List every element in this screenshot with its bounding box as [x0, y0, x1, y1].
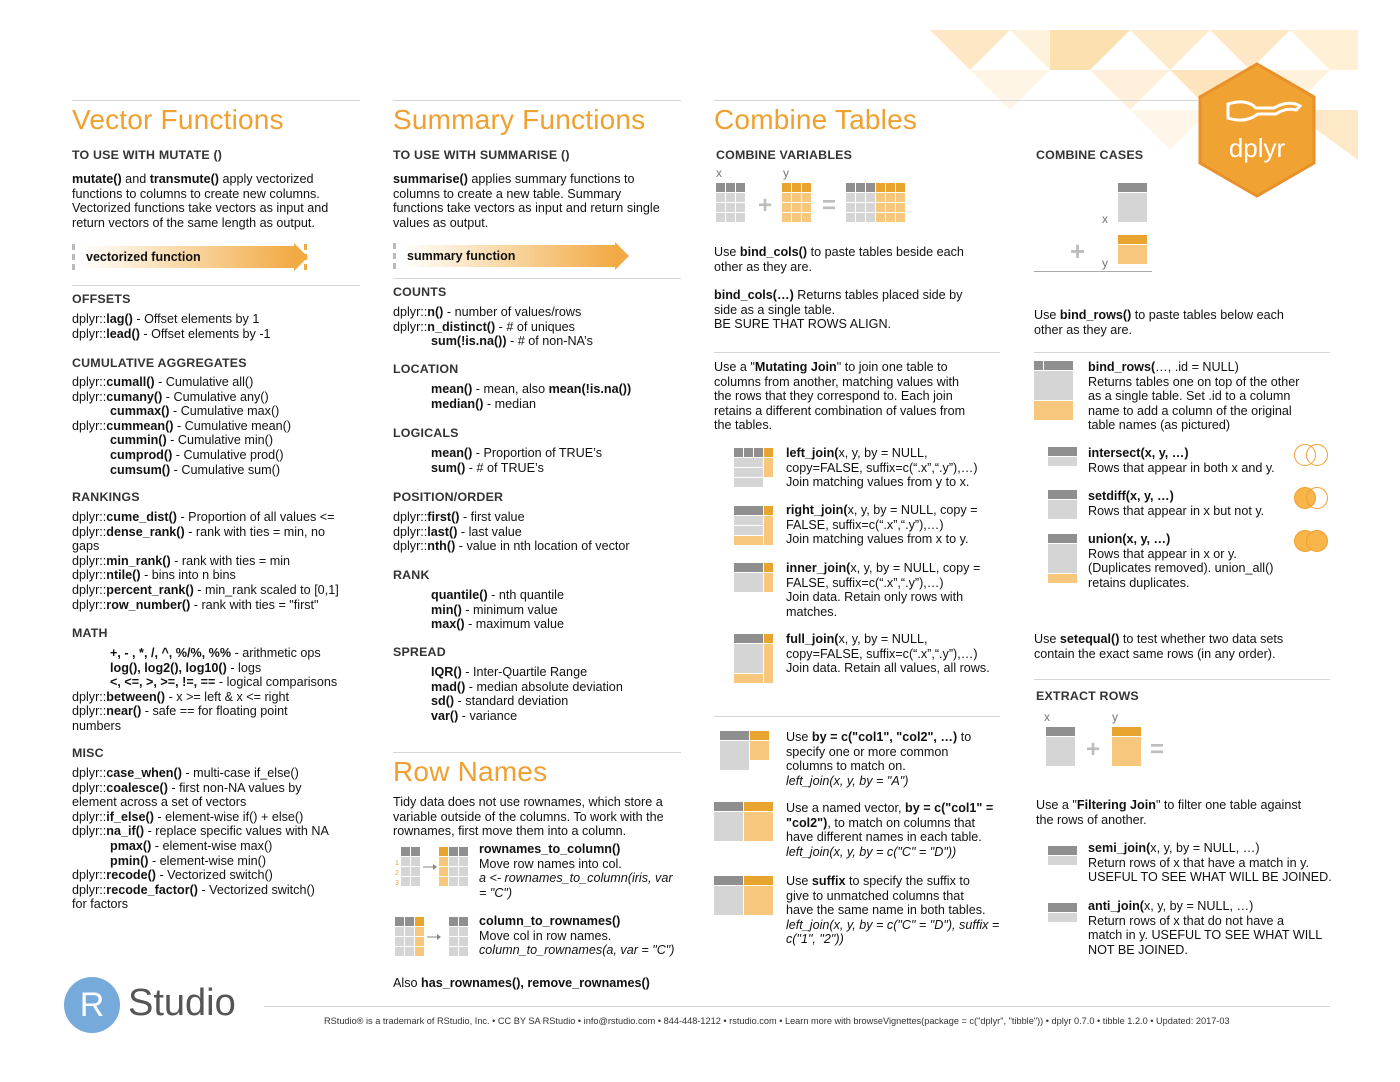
row-names-title: Row Names	[393, 756, 548, 787]
union-venn-icon	[1306, 530, 1328, 552]
cases-x-label: x	[1102, 212, 1108, 226]
setequal-text: Use setequal() to test whether two data sets contain the exact same rows (in any order).	[1034, 632, 1284, 661]
setdiff-venn-icon	[1306, 487, 1328, 509]
divider	[72, 285, 360, 286]
rownames-to-column-diagram	[393, 845, 473, 893]
vector-subtitle: TO USE WITH MUTATE ()	[72, 148, 223, 162]
mutating-join-intro: Use a "Mutating Join" to join one table to columns from another, matching values with the rows that they correspond to. Each join retains a different combination of values from the tables.	[714, 360, 966, 433]
combine-variables-heading: COMBINE VARIABLES	[716, 148, 853, 162]
misc-heading: MISC	[72, 746, 104, 760]
offsets-list: dplyr::lag() - Offset elements by 1 dplyr::lead() - Offset elements by -1	[72, 312, 271, 341]
offsets-heading: OFFSETS	[72, 292, 131, 306]
svg-text:+: +	[1086, 736, 1101, 763]
filtering-join-diagram	[1046, 727, 1186, 773]
intersect-venn-icon	[1306, 444, 1328, 466]
divider	[1034, 271, 1152, 272]
spread-list: IQR() - Inter-Quartile Range mad() - median absolute deviation sd() - standard deviation var() - variance	[431, 665, 623, 723]
misc-list: dplyr::case_when() - multi-case if_else() dplyr::coalesce() - first non-NA values by element across a set of vectors dplyr::if_else() - element-wise if() + else() dplyr::na_if() - replace specific values with NA pmax() - element-wise max() pmin() - element-wise min() dplyr::recode() - Vectorized switch() dplyr::recode_factor() - Vectorized switch() for factors	[72, 766, 329, 912]
full-join-glyph	[734, 634, 778, 688]
combine-tables-title: Combine Tables	[714, 104, 918, 135]
suffix-entry: Use suffix to specify the suffix to give to unmatched columns that have the same name in both tables. left_join(x, y, by = c("C" = "D"), suffix = c("1", "2"))	[786, 874, 1000, 947]
footer-divider	[264, 1006, 1330, 1007]
rstudio-logo-icon: R	[64, 977, 120, 1033]
math-heading: MATH	[72, 626, 108, 640]
svg-text:3: 3	[395, 880, 399, 887]
left-join-glyph	[734, 448, 778, 492]
column-to-rownames-entry: column_to_rownames() Move col in row names. column_to_rownames(a, var = "C")	[479, 914, 675, 958]
setdiff-glyph	[1048, 490, 1082, 524]
inner-join-entry: inner_join(x, y, by = NULL, copy = FALSE, suffix=c(“.x”,“.y”),…) Join data. Retain only rows with matches.	[786, 561, 981, 619]
column-to-rownames-diagram	[393, 915, 473, 961]
divider	[72, 100, 360, 101]
rank-list: quantile() - nth quantile min() - minimum value max() - maximum value	[431, 588, 564, 632]
counts-list: dplyr::n() - number of values/rows dplyr::n_distinct() - # of uniques sum(!is.na()) - # of non-NA’s	[393, 305, 593, 349]
bind-cols-diagram	[716, 183, 916, 229]
anti-join-glyph	[1048, 903, 1082, 927]
position-heading: POSITION/ORDER	[393, 490, 504, 504]
divider	[393, 278, 681, 279]
union-entry: union(x, y, …) Rows that appear in x or y. (Duplicates removed). union_all() retains duplicates.	[1088, 532, 1274, 590]
logicals-list: mean() - Proportion of TRUE’s sum() - # of TRUE’s	[431, 446, 603, 475]
divider	[393, 752, 681, 753]
svg-text:=: =	[822, 192, 837, 219]
divider	[714, 716, 1000, 717]
filtering-join-intro: Use a "Filtering Join" to filter one table against the rows of another.	[1036, 798, 1302, 827]
full-join-entry: full_join(x, y, by = NULL, copy=FALSE, suffix=c(“.x”,“.y”),…) Join data. Retain all values, all rows.	[786, 632, 990, 676]
intersect-entry: intersect(x, y, …) Rows that appear in both x and y.	[1088, 446, 1275, 475]
svg-text:1: 1	[395, 860, 399, 867]
by-glyph	[720, 731, 776, 775]
svg-text:=: =	[1150, 736, 1165, 763]
spread-heading: SPREAD	[393, 645, 446, 659]
y-label: y	[783, 166, 789, 180]
cases-y-label: y	[1102, 256, 1108, 270]
rstudio-logo-text: Studio	[128, 982, 236, 1024]
suffix-glyph	[714, 876, 776, 920]
bind-rows-entry: bind_rows(…, .id = NULL) Returns tables one on top of the other as a single table. Set .id to a column name to add a column of the original table names (as pictured)	[1088, 360, 1300, 433]
footer-text: RStudio® is a trademark of RStudio, Inc. • CC BY SA RStudio • info@rstudio.com • 844-448-1212 • rstudio.com • Learn more with browseVignettes(package = c("dplyr", "tibble")) • dplyr 0.7.0 • tibble 1.2.0 • Updated: 2017-03	[324, 1016, 1230, 1026]
vectorized-function-arrow: vectorized function	[72, 246, 312, 268]
divider	[714, 100, 1198, 101]
dplyr-hex-logo	[1198, 62, 1316, 198]
left-join-entry: left_join(x, y, by = NULL, copy=FALSE, suffix=c(“.x”,“.y”),…) Join matching values from y to x.	[786, 446, 978, 490]
rownames-to-column-entry: rownames_to_column() Move row names into col. a <- rownames_to_column(iris, var = "C")	[479, 842, 673, 900]
semi-join-glyph	[1048, 846, 1082, 870]
cumulative-heading: CUMULATIVE AGGREGATES	[72, 356, 247, 370]
rankings-list: dplyr::cume_dist() - Proportion of all values <= dplyr::dense_rank() - rank with ties = min, no gaps dplyr::min_rank() - rank with ties = min dplyr::ntile() - bins into n bins dplyr::percent_rank() - min_rank scaled to [0,1] dplyr::row_number() - rank with ties = "first"	[72, 510, 339, 612]
extract-y-label: y	[1112, 710, 1118, 724]
rownames-also: Also has_rownames(), remove_rownames()	[393, 976, 650, 990]
summary-subtitle: TO USE WITH SUMMARISE ()	[393, 148, 570, 162]
right-join-glyph	[734, 506, 778, 550]
extract-rows-heading: EXTRACT ROWS	[1036, 689, 1139, 703]
setdiff-entry: setdiff(x, y, …) Rows that appear in x but not y.	[1088, 489, 1265, 518]
union-glyph	[1048, 534, 1082, 588]
summary-function-arrow: summary function	[393, 245, 633, 267]
named-by-glyph	[714, 802, 776, 846]
bind-rows-glyph	[1034, 361, 1078, 425]
anti-join-entry: anti_join(x, y, by = NULL, …) Return rows of x that do not have a match in y. USEFUL TO SEE WHAT WILL NOT BE JOINED.	[1088, 899, 1323, 957]
math-list: +, - , *, /, ^, %/%, %% - arithmetic ops log(), log2(), log10() - logs <, <=, >, >=, !=, == - logical comparisons dplyr::between() - x >= left & x <= right dplyr::near() - safe == for floating point numbers	[72, 646, 338, 733]
bind-rows-x-table	[1118, 183, 1152, 227]
plus-sign: +	[1070, 236, 1086, 266]
extract-x-label: x	[1044, 710, 1050, 724]
divider	[1034, 352, 1330, 353]
divider	[1034, 679, 1330, 680]
location-list: mean() - mean, also mean(!is.na()) median() - median	[431, 382, 632, 411]
location-heading: LOCATION	[393, 362, 459, 376]
position-list: dplyr::first() - first value dplyr::last() - last value dplyr::nth() - value in nth location of vector	[393, 510, 630, 554]
summary-functions-title: Summary Functions	[393, 104, 646, 135]
counts-heading: COUNTS	[393, 285, 447, 299]
bind-cols-text: Use bind_cols() to paste tables beside each other as they are. bind_cols(…) Returns tables placed side by side as a single table. BE SURE THAT ROWS ALIGN.	[714, 245, 964, 332]
named-by-entry: Use a named vector, by = c("col1" = "col2"), to match on columns that have different names in each table. left_join(x, y, by = c("C" = "D"))	[786, 801, 994, 859]
rankings-heading: RANKINGS	[72, 490, 140, 504]
vector-intro: mutate() and transmute() apply vectorized functions to columns to create new columns. Vectorized functions take vectors as input and return vectors of the same length as output.	[72, 172, 329, 230]
svg-text:2: 2	[395, 870, 399, 877]
divider	[714, 352, 1000, 353]
bind-rows-intro: Use bind_rows() to paste tables below each other as they are.	[1034, 308, 1284, 337]
semi-join-entry: semi_join(x, y, by = NULL, …) Return rows of x that have a match in y. USEFUL TO SEE WHAT WILL BE JOINED.	[1088, 841, 1332, 885]
svg-text:+: +	[758, 192, 773, 219]
right-join-entry: right_join(x, y, by = NULL, copy = FALSE, suffix=c(“.x”,“.y”),…) Join matching values from x to y.	[786, 503, 978, 547]
divider	[393, 100, 681, 101]
summary-intro: summarise() applies summary functions to columns to create a new table. Summary functions take vectors as input and return single values as output.	[393, 172, 660, 230]
rank-heading: RANK	[393, 568, 430, 582]
bind-rows-y-table	[1118, 235, 1152, 269]
inner-join-glyph	[734, 563, 778, 597]
vector-functions-title: Vector Functions	[72, 104, 284, 135]
row-names-intro: Tidy data does not use rownames, which store a variable outside of the columns. To work with the rownames, first move them into a column.	[393, 795, 664, 839]
by-entry: Use by = c("col1", "col2", …) to specify one or more common columns to match on. left_join(x, y, by = "A")	[786, 730, 972, 788]
x-label: x	[716, 166, 722, 180]
combine-cases-heading: COMBINE CASES	[1036, 148, 1144, 162]
intersect-glyph	[1048, 447, 1082, 471]
cumulative-list: dplyr::cumall() - Cumulative all() dplyr::cumany() - Cumulative any() cummax() - Cumulative max() dplyr::cummean() - Cumulative mean() cummin() - Cumulative min() cumprod() - Cumulative prod() cumsum() - Cumulative sum()	[72, 375, 292, 477]
logicals-heading: LOGICALS	[393, 426, 459, 440]
hex-label: dplyr	[1228, 133, 1286, 163]
